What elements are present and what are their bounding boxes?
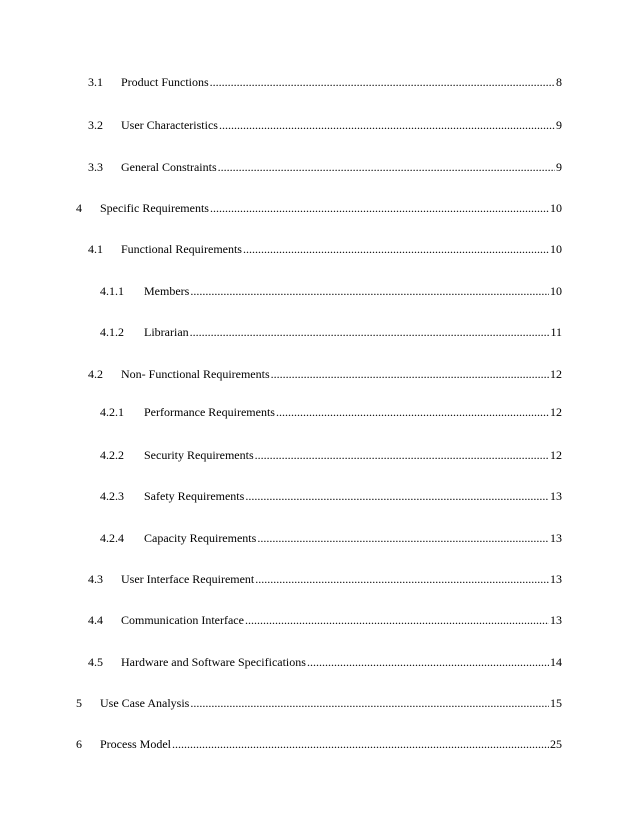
toc-entry-page: 12 [550, 448, 562, 462]
toc-entry-title: Librarian [144, 325, 189, 339]
toc-entry-title: User Characteristics [121, 118, 218, 132]
toc-dot-leader [190, 695, 549, 711]
toc-dot-leader [190, 283, 549, 299]
toc-entry-page: 10 [550, 201, 562, 215]
toc-entry-number: 3.1 [88, 75, 103, 89]
toc-entry[interactable] [76, 200, 562, 216]
toc-entry-title: User Interface Requirement [121, 572, 255, 586]
toc-entry-title: Hardware and Software Specifications [121, 655, 306, 669]
toc-entry-title: Capacity Requirements [144, 531, 257, 545]
toc-entry-page: 9 [556, 118, 562, 132]
toc-entry-page: 11 [550, 325, 562, 339]
toc-dot-leader [255, 447, 549, 463]
toc-entry-title: Functional Requirements [121, 242, 242, 256]
toc-entry-title: Communication Interface [121, 613, 244, 627]
toc-entry-page: 13 [550, 572, 562, 586]
toc-entry-title: Use Case Analysis [100, 696, 190, 710]
toc-entry-page: 8 [556, 75, 562, 89]
toc-entry-page: 13 [550, 613, 562, 627]
toc-entry[interactable] [100, 530, 562, 546]
toc-entry-title: General Constraints [121, 160, 217, 174]
toc-entry-number: 4.1.1 [100, 284, 124, 298]
toc-entry-number: 3.2 [88, 118, 103, 132]
toc-entry[interactable] [88, 612, 562, 628]
toc-entry-number: 4.5 [88, 655, 103, 669]
toc-entry-page: 9 [556, 160, 562, 174]
toc-entry-number: 5 [76, 696, 82, 710]
toc-dot-leader [257, 530, 549, 546]
toc-dot-leader [271, 366, 549, 382]
toc-entry-title: Safety Requirements [144, 489, 245, 503]
toc-entry[interactable] [100, 324, 562, 340]
toc-entry-number: 4.1.2 [100, 325, 124, 339]
toc-entry[interactable] [88, 117, 562, 133]
toc-dot-leader [307, 654, 549, 670]
toc-dot-leader [218, 159, 555, 175]
toc-entry-title: Product Functions [121, 75, 209, 89]
toc-entry[interactable] [100, 488, 562, 504]
toc-entry-number: 6 [76, 737, 82, 751]
toc-entry-number: 4.2.2 [100, 448, 124, 462]
toc-entry-page: 15 [550, 696, 562, 710]
toc-entry-title: Specific Requirements [100, 201, 209, 215]
toc-entry-page: 13 [550, 531, 562, 545]
toc-entry-page: 10 [550, 284, 562, 298]
toc-entry[interactable] [88, 571, 562, 587]
toc-dot-leader [172, 736, 549, 752]
toc-entry-number: 4.2.3 [100, 489, 124, 503]
toc-entry-page: 25 [550, 737, 562, 751]
toc-entry[interactable] [100, 447, 562, 463]
toc-dot-leader [210, 74, 555, 90]
toc-entry[interactable] [88, 241, 562, 257]
toc-entry-page: 14 [550, 655, 562, 669]
toc-entry-title: Non- Functional Requirements [121, 367, 270, 381]
toc-dot-leader [219, 117, 555, 133]
toc-entry-title: Security Requirements [144, 448, 254, 462]
toc-dot-leader [276, 404, 549, 420]
toc-entry[interactable] [88, 366, 562, 382]
toc-entry-number: 4.1 [88, 242, 103, 256]
toc-entry[interactable] [76, 695, 562, 711]
toc-dot-leader [255, 571, 549, 587]
toc-entry-page: 12 [550, 405, 562, 419]
toc-entry[interactable] [76, 736, 562, 752]
toc-entry-title: Members [144, 284, 190, 298]
toc-dot-leader [243, 241, 549, 257]
toc-entry[interactable] [88, 159, 562, 175]
toc-entry-page: 13 [550, 489, 562, 503]
toc-entry[interactable] [100, 283, 562, 299]
toc-entry-title: Process Model [100, 737, 171, 751]
toc-entry-page: 10 [550, 242, 562, 256]
toc-entry[interactable] [88, 654, 562, 670]
toc-dot-leader [245, 488, 549, 504]
toc-entry-number: 3.3 [88, 160, 103, 174]
toc-dot-leader [210, 200, 549, 216]
toc-dot-leader [190, 324, 550, 340]
toc-entry-title: Performance Requirements [144, 405, 275, 419]
toc-entry-page: 12 [550, 367, 562, 381]
toc-entry-number: 4 [76, 201, 82, 215]
toc-entry[interactable] [100, 404, 562, 420]
toc-entry-number: 4.2 [88, 367, 103, 381]
toc-entry-number: 4.4 [88, 613, 103, 627]
toc-entry-number: 4.2.1 [100, 405, 124, 419]
toc-entry-number: 4.2.4 [100, 531, 124, 545]
toc-entry[interactable] [88, 74, 562, 90]
toc-dot-leader [245, 612, 549, 628]
toc-entry-number: 4.3 [88, 572, 103, 586]
